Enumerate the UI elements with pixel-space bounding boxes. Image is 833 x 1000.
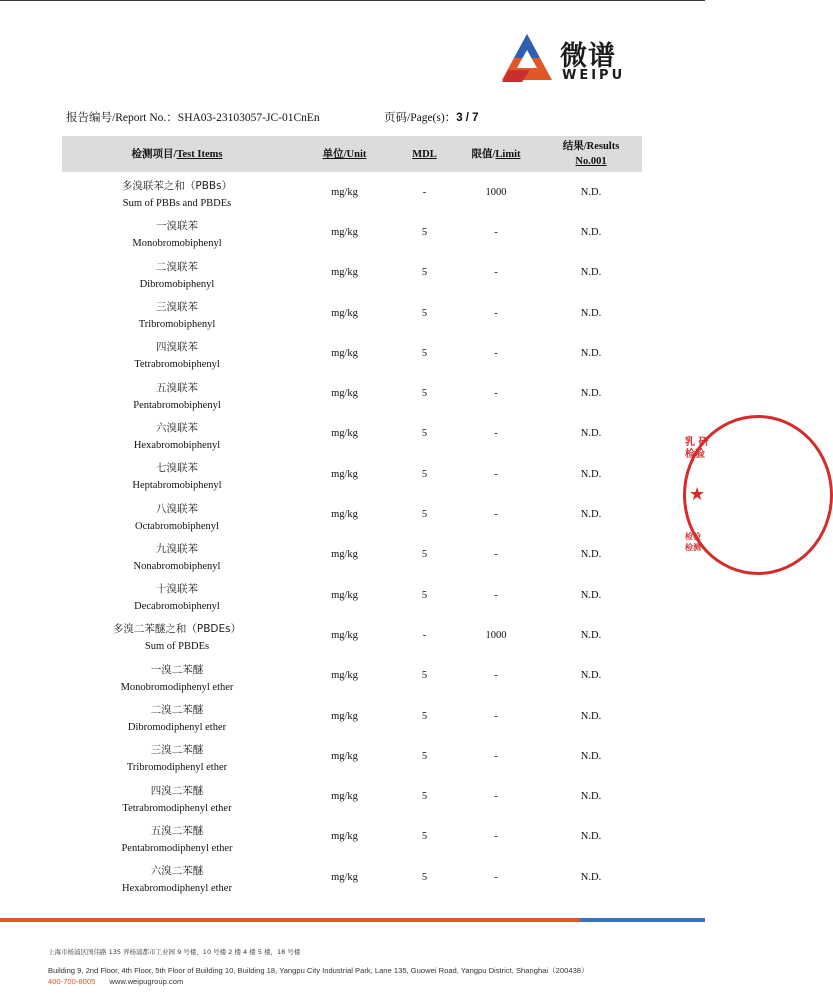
result-cell: N.D. — [580, 589, 602, 601]
page-label: 页码/Page(s)： — [384, 112, 457, 124]
unit-cell: mg/kg — [331, 307, 358, 319]
table-body — [62, 175, 642, 900]
logo-english-name: WEIPU — [562, 68, 626, 83]
table-row — [62, 296, 642, 336]
mdl-cell: 5 — [421, 428, 428, 440]
test-item-en: Pentabromobiphenyl — [133, 399, 221, 411]
test-item-en: Dibromodiphenyl ether — [127, 722, 227, 733]
mdl-cell: 5 — [421, 468, 428, 480]
weipu-logo — [500, 32, 640, 88]
mdl-cell: 5 — [421, 871, 428, 883]
header-results-sample: No.001 — [575, 156, 607, 167]
star-icon: ★ — [689, 484, 706, 504]
result-cell: N.D. — [580, 428, 602, 440]
header-mdl-label: MDL — [412, 148, 437, 160]
table-row — [62, 860, 642, 900]
weipu-logo-mark-icon — [500, 32, 554, 84]
test-item-cn: 五溴联苯 — [156, 381, 198, 394]
result-cell: N.D. — [580, 629, 602, 641]
header-unit-en: Unit — [346, 148, 367, 160]
mdl-cell: 5 — [421, 388, 428, 400]
test-item-en: Pentabromodiphenyl ether — [121, 842, 233, 854]
test-item-en: Monobromobiphenyl — [132, 238, 222, 250]
header-test-items-en: Test Items — [176, 148, 223, 160]
test-item — [62, 417, 292, 457]
unit-cell: mg/kg — [331, 428, 358, 440]
footer-phone: 400-700-8005 — [48, 977, 96, 986]
header-unit — [292, 136, 397, 172]
test-item — [62, 578, 292, 618]
test-item-en: Hexabromobiphenyl — [133, 439, 221, 451]
unit-cell: mg/kg — [331, 226, 358, 238]
test-item-en: Hexabromodiphenyl ether — [122, 883, 232, 895]
header-limit-cn: 限值/ — [471, 148, 496, 160]
unit-cell: mg/kg — [331, 347, 358, 359]
header-unit-cn: 单位/ — [322, 148, 347, 160]
test-item-cn: 二溴二苯醚 — [150, 704, 204, 716]
unit-cell: mg/kg — [331, 186, 358, 198]
header-test-items — [62, 136, 292, 172]
limit-cell: - — [494, 670, 498, 682]
unit-cell: mg/kg — [331, 750, 358, 762]
table-header — [62, 136, 642, 172]
test-item-cn: 五溴二苯醚 — [150, 824, 204, 837]
mdl-cell: 5 — [421, 549, 428, 561]
result-cell: N.D. — [580, 226, 602, 238]
limit-cell: - — [494, 791, 498, 803]
test-item — [62, 296, 292, 336]
unit-cell: mg/kg — [331, 629, 358, 641]
mdl-cell: 5 — [421, 347, 428, 359]
seal-text-top: 乳 研 检验 — [685, 437, 709, 460]
test-item — [62, 376, 292, 416]
limit-cell: - — [494, 267, 498, 279]
mdl-cell: - — [422, 186, 427, 198]
test-item-cn: 六溴二苯醚 — [150, 865, 204, 878]
test-item — [62, 457, 292, 497]
test-item-cn: 多溴联苯之和（PBBs） — [121, 180, 233, 193]
header-results-label: 结果/Results — [562, 141, 620, 152]
table-row — [62, 739, 642, 779]
test-item — [62, 215, 292, 255]
mdl-cell: 5 — [421, 670, 428, 682]
table-row — [62, 618, 642, 658]
test-item-cn: 一溴二苯醚 — [150, 663, 204, 676]
test-item — [62, 820, 292, 860]
mdl-cell: 5 — [421, 509, 428, 521]
footer-website-link[interactable]: www.weipugroup.com — [109, 977, 184, 986]
test-item-cn: 二溴联苯 — [156, 260, 198, 273]
test-item-cn: 十溴联苯 — [156, 583, 198, 596]
limit-cell: - — [494, 710, 498, 722]
test-item-en: Tribromodiphenyl ether — [126, 762, 228, 774]
header-mdl — [397, 136, 452, 172]
mdl-cell: 5 — [421, 831, 428, 843]
test-item — [62, 538, 292, 578]
limit-cell: - — [494, 871, 498, 883]
test-item-en: Tribromobiphenyl — [138, 319, 216, 331]
limit-cell: - — [494, 347, 498, 359]
unit-cell: mg/kg — [331, 388, 358, 400]
table-row — [62, 376, 642, 416]
mdl-cell: 5 — [421, 267, 428, 279]
footer-bar-blue — [580, 918, 705, 922]
test-item-cn: 七溴联苯 — [156, 462, 198, 475]
test-item-en: Tetrabromodiphenyl ether — [122, 802, 232, 814]
table-row — [62, 779, 642, 819]
result-cell: N.D. — [580, 307, 602, 319]
page-value: 3 / 7 — [456, 112, 479, 124]
test-item — [62, 497, 292, 537]
limit-cell: 1000 — [485, 186, 507, 198]
header-test-items-cn: 检测项目/ — [131, 148, 177, 160]
mdl-cell: 5 — [421, 750, 428, 762]
mdl-cell: 5 — [421, 307, 428, 319]
test-item — [62, 739, 292, 779]
seal-text-bottom: 检验检测 — [685, 532, 701, 552]
table-row — [62, 820, 642, 860]
mdl-cell: - — [422, 629, 427, 641]
unit-cell: mg/kg — [331, 791, 358, 803]
limit-cell: 1000 — [485, 629, 507, 641]
limit-cell: - — [494, 388, 498, 400]
test-item-en: Monobromodiphenyl ether — [120, 681, 234, 693]
limit-cell: - — [494, 589, 498, 601]
result-cell: N.D. — [580, 388, 602, 400]
mdl-cell: 5 — [421, 710, 428, 722]
result-cell: N.D. — [580, 267, 602, 279]
table-row — [62, 215, 642, 255]
result-cell: N.D. — [580, 549, 602, 561]
unit-cell: mg/kg — [331, 831, 358, 843]
unit-cell: mg/kg — [331, 509, 358, 521]
test-item-en: Nonabromobiphenyl — [133, 560, 221, 572]
unit-cell: mg/kg — [331, 267, 358, 279]
footer-contact — [48, 977, 183, 986]
unit-cell: mg/kg — [331, 710, 358, 722]
result-cell: N.D. — [580, 710, 602, 722]
test-item — [62, 779, 292, 819]
result-cell: N.D. — [580, 468, 602, 480]
test-item-cn: 一溴联苯 — [156, 220, 198, 233]
test-item-cn: 九溴联苯 — [156, 542, 198, 555]
result-cell: N.D. — [580, 670, 602, 682]
result-cell: N.D. — [580, 750, 602, 762]
table-row — [62, 497, 642, 537]
result-cell: N.D. — [580, 831, 602, 843]
mdl-cell: 5 — [421, 589, 428, 601]
footer-bar-orange — [0, 918, 580, 922]
test-item — [62, 256, 292, 296]
result-cell: N.D. — [580, 186, 602, 198]
result-cell: N.D. — [580, 871, 602, 883]
test-item — [62, 659, 292, 699]
test-item-en: Heptabromobiphenyl — [132, 480, 222, 492]
limit-cell: - — [494, 468, 498, 480]
page-indicator — [384, 109, 479, 125]
test-item — [62, 860, 292, 900]
header-limit — [452, 136, 540, 172]
footer-address-cn: 上海市杨浦区国伟路 135 弄杨浦都市工业园 9 号楼，10 号楼 2 楼 4 楼 5 楼，18 号楼 — [48, 948, 301, 956]
report-meta — [66, 109, 479, 125]
limit-cell: - — [494, 307, 498, 319]
mdl-cell: 5 — [421, 226, 428, 238]
limit-cell: - — [494, 226, 498, 238]
table-row — [62, 175, 642, 215]
test-item — [62, 175, 292, 215]
limit-cell: - — [494, 750, 498, 762]
result-cell: N.D. — [580, 347, 602, 359]
table-row — [62, 659, 642, 699]
test-item-en: Decabromobiphenyl — [134, 601, 220, 613]
table-row — [62, 538, 642, 578]
result-cell: N.D. — [580, 791, 602, 803]
table-row — [62, 699, 642, 739]
test-item — [62, 336, 292, 376]
table-row — [62, 578, 642, 618]
result-cell: N.D. — [580, 509, 602, 521]
test-item-en: Tetrabromobiphenyl — [134, 359, 220, 371]
test-item-en: Dibromobiphenyl — [139, 278, 215, 290]
footer-color-bar — [0, 918, 705, 922]
test-item-cn: 四溴联苯 — [156, 341, 198, 354]
table-row — [62, 417, 642, 457]
unit-cell: mg/kg — [331, 670, 358, 682]
test-item-en: Octabromobiphenyl — [135, 520, 219, 532]
limit-cell: - — [494, 549, 498, 561]
unit-cell: mg/kg — [331, 549, 358, 561]
report-number: 报告编号/Report No.：SHA03-23103057-JC-01CnEn — [66, 112, 320, 124]
unit-cell: mg/kg — [331, 589, 358, 601]
test-item-cn: 四溴二苯醚 — [150, 784, 204, 797]
test-item-cn: 八溴联苯 — [156, 502, 198, 515]
footer-address-en: Building 9, 2nd Floor, 4th Floor, 5th Floor of Building 10, Building 18, Yangpu City Industrial Park, Lane 135, Guowei Road, Yangpu District, Shanghai（200438） — [48, 966, 589, 975]
header-limit-en: Limit — [495, 148, 521, 160]
test-item — [62, 699, 292, 739]
unit-cell: mg/kg — [331, 871, 358, 883]
test-item-cn: 三溴二苯醚 — [150, 744, 204, 757]
top-rule — [0, 0, 705, 1]
test-item-cn: 三溴联苯 — [156, 301, 198, 314]
official-seal — [683, 415, 709, 575]
test-item-cn: 六溴联苯 — [156, 421, 198, 434]
test-item-en: Sum of PBDEs — [144, 641, 210, 653]
limit-cell: - — [494, 831, 498, 843]
table-row — [62, 336, 642, 376]
mdl-cell: 5 — [421, 791, 428, 803]
test-item-en: Sum of PBBs and PBDEs — [122, 198, 232, 210]
table-row — [62, 256, 642, 296]
logo-chinese-name: 微谱 — [560, 41, 616, 72]
table-row — [62, 457, 642, 497]
test-item — [62, 618, 292, 658]
limit-cell: - — [494, 428, 498, 440]
unit-cell: mg/kg — [331, 468, 358, 480]
test-item-cn: 多溴二苯醚之和（PBDEs） — [112, 623, 242, 636]
limit-cell: - — [494, 509, 498, 521]
header-results — [540, 136, 642, 172]
